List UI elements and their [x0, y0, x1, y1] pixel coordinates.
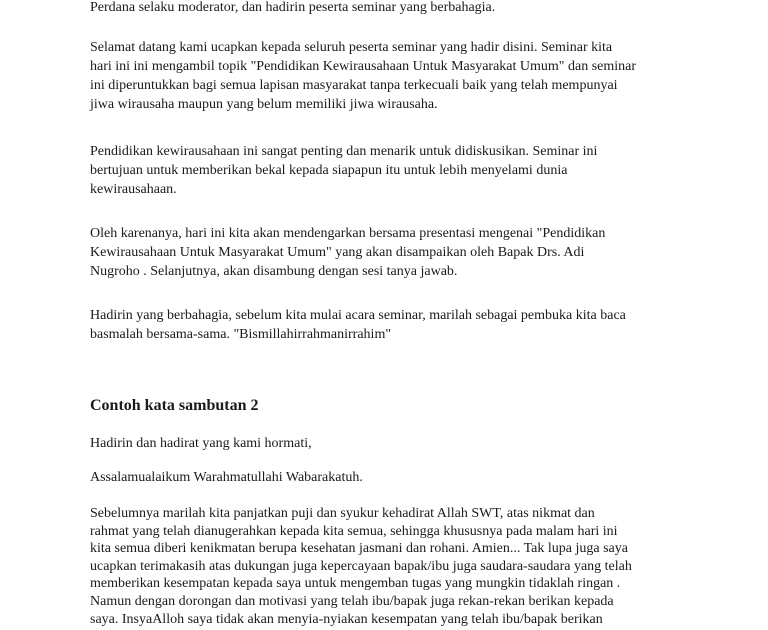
paragraph-salutation: Hadirin dan hadirat yang kami hormati, [90, 436, 312, 451]
section-heading-sambutan-2: Contoh kata sambutan 2 [90, 397, 259, 414]
paragraph-presentation: Oleh karenanya, hari ini kita akan mendengarkan bersama presentasi mengenai "Pendidikan Kewirausahaan Untuk Masyarakat Umum" yang akan disampaikan oleh Bapak Drs. Adi Nugroho . Selanjutnya, akan disambung dengan sesi tanya jawab. [90, 226, 606, 279]
paragraph-welcome: Selamat datang kami ucapkan kepada seluruh peserta seminar yang hadir disini. Seminar kita hari ini ini mengambil topik "Pendidikan Kewirausahaan Untuk Masyarakat Umum" dan seminar ini diperuntukkan bagi semua lapisan masyarakat tanpa terkecuali baik yang telah mempunyai jiwa wirausaha maupun yang belum memiliki jiwa wirausaha. [90, 40, 637, 112]
paragraph-importance: Pendidikan kewirausahaan ini sangat penting dan menarik untuk didiskusikan. Seminar ini bertujuan untuk memberikan bekal kepada siapapun itu untuk lebih menyelami dunia kewirausahaan. [90, 144, 598, 197]
paragraph-gratitude: Sebelumnya marilah kita panjatkan puji dan syukur kehadirat Allah SWT, atas nikmat dan rahmat yang telah dianugerahkan kepada kita semua, sehingga khususnya pada malam hari ini kita semua diberi kenikmatan berupa kesehatan jasmani dan rohani. Amien... Tak lupa juga saya ucapkan terimakasih atas dukungan juga kepercayaan bapak/ibu juga saudara-saudara yang telah memberikan kesempatan kepada saya untuk mengemban tugas yang mungkin tidaklah ringan . Namun dengan dorongan dan motivasi yang telah ibu/bapak juga rekan-rekan berikan kepada saya. InsyaAlloh saya tidak akan menyia-nyiakan kesempatan yang telah ibu/bapak berikan [90, 506, 632, 627]
paragraph-opening-prayer: Hadirin yang berbahagia, sebelum kita mulai acara seminar, marilah sebagai pembuka kita baca basmalah bersama-sama. "Bismillahirrahmanirrahim" [90, 308, 626, 342]
paragraph-moderator-greeting: Perdana selaku moderator, dan hadirin peserta seminar yang berbahagia. [90, 0, 496, 15]
paragraph-assalamualaikum: Assalamualaikum Warahmatullahi Wabarakatuh. [90, 470, 363, 485]
